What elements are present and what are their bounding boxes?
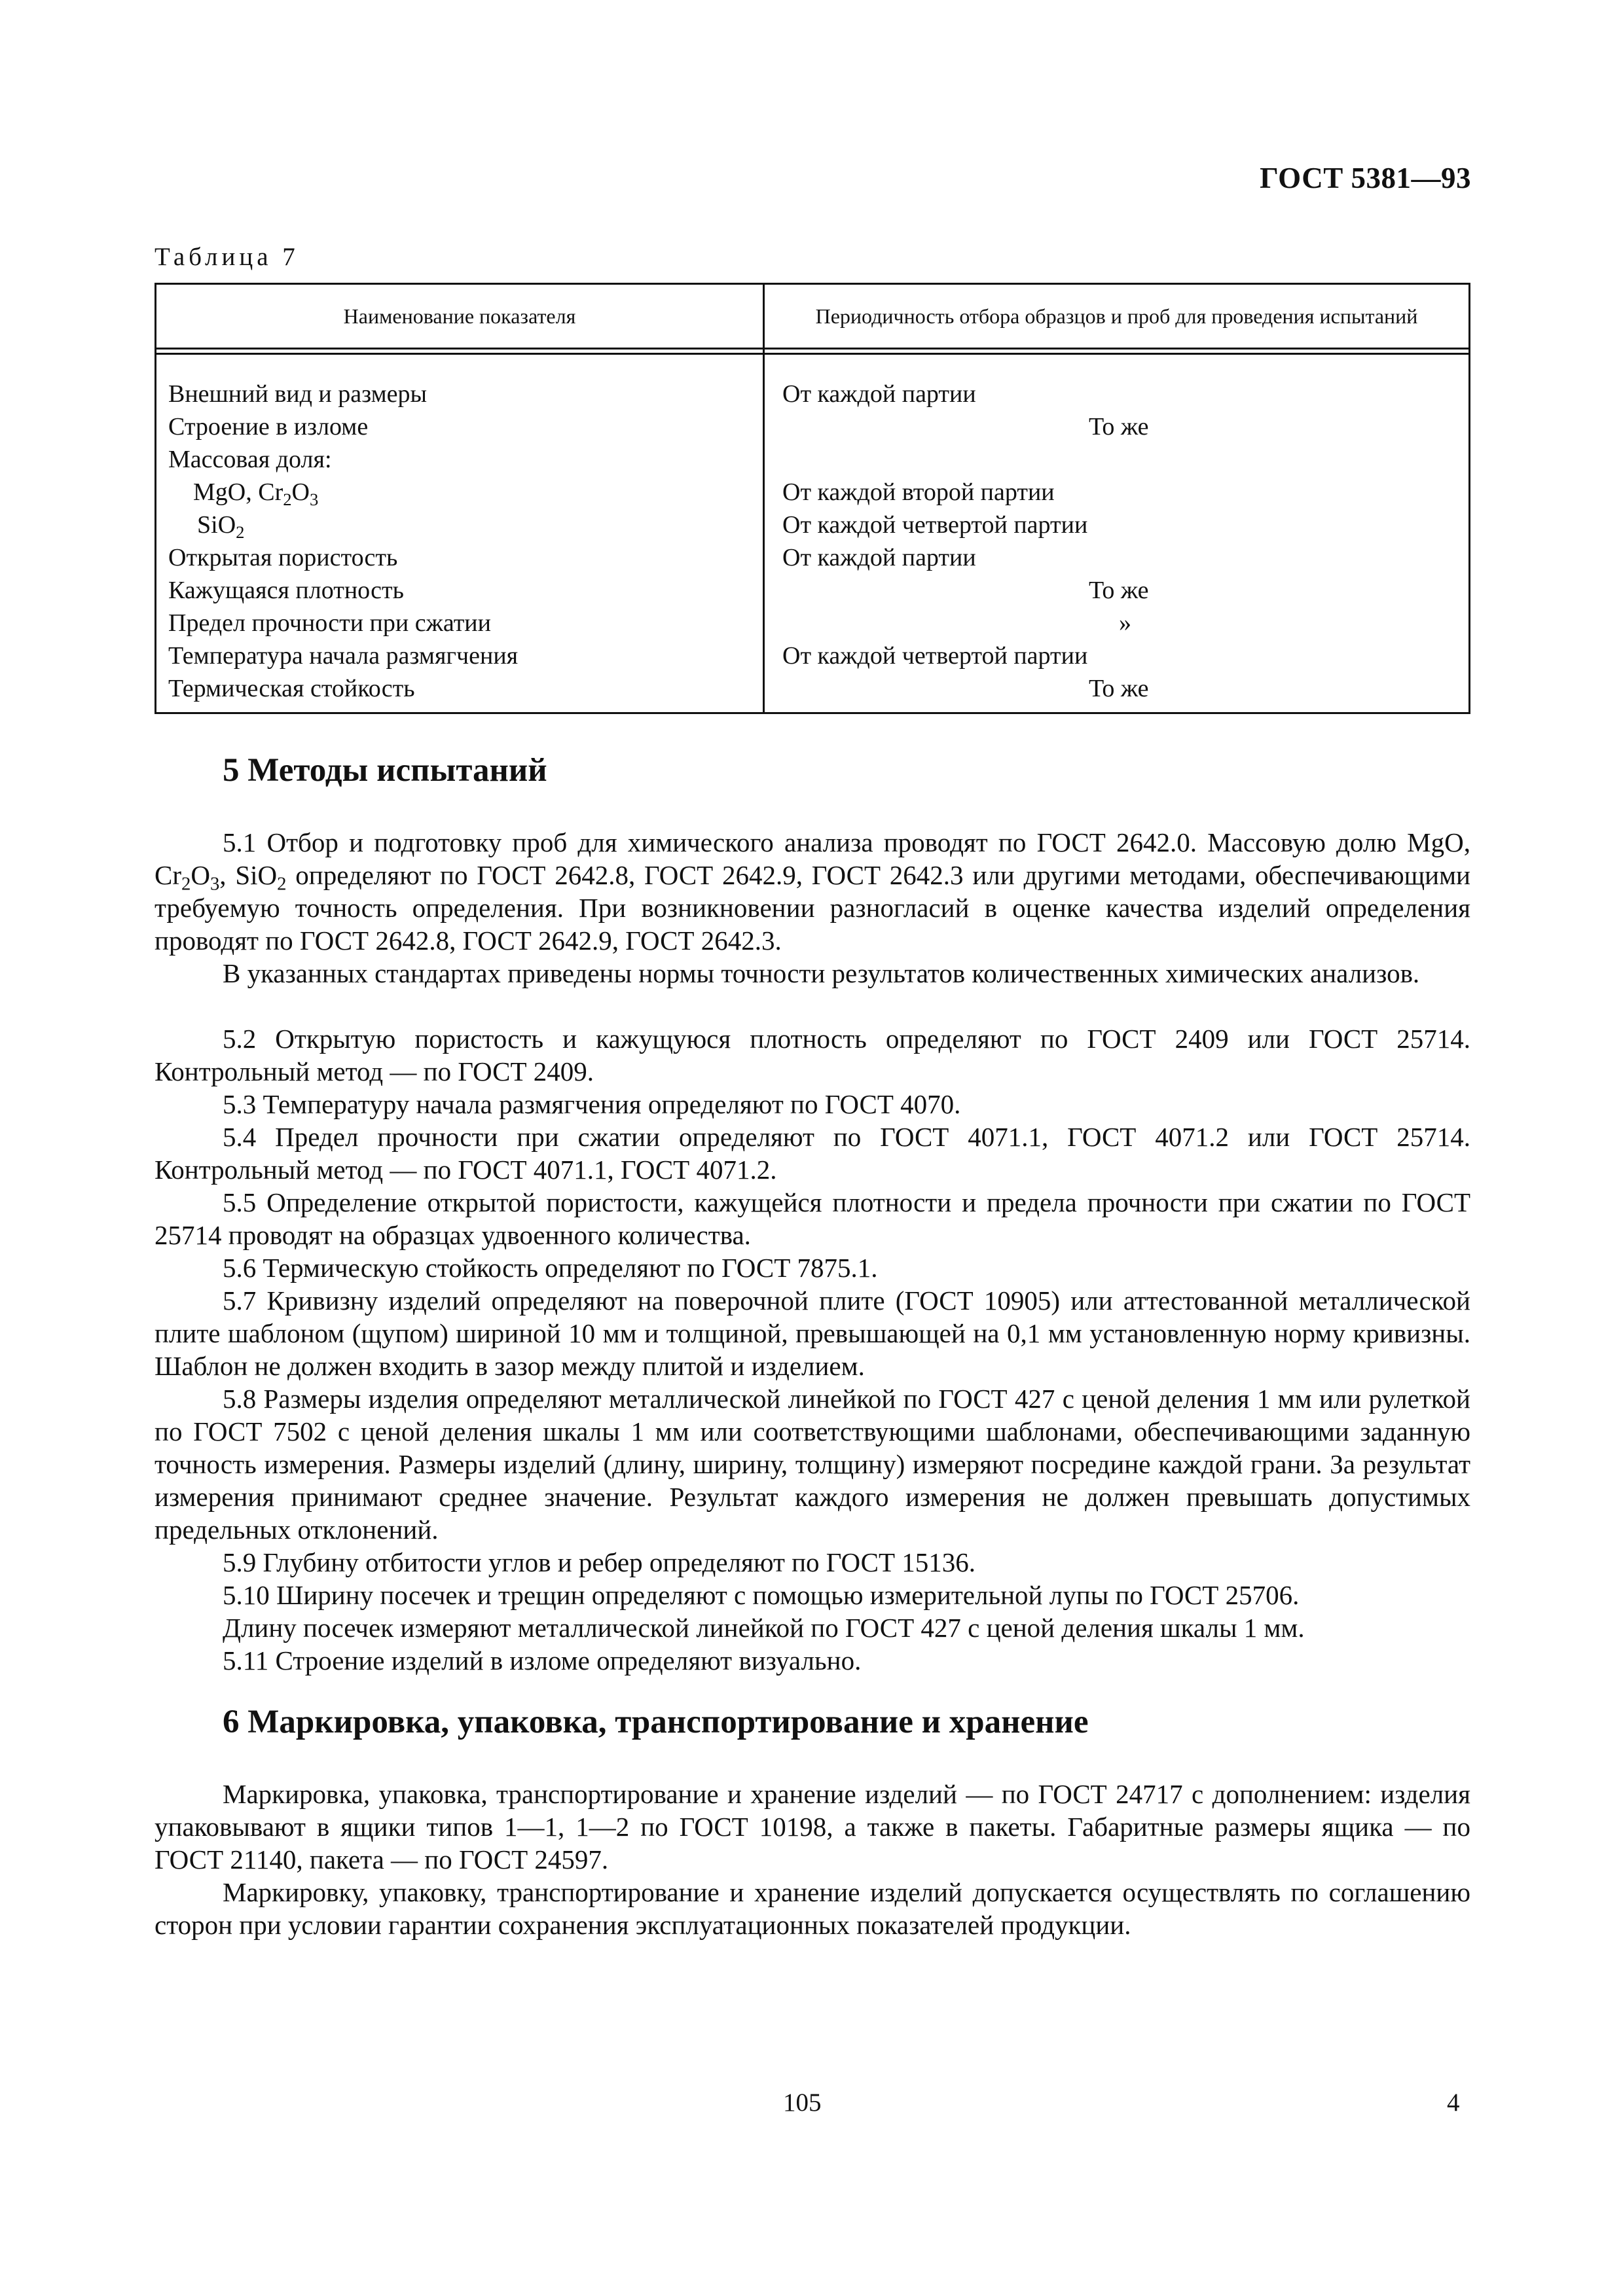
page-number: 105	[783, 2089, 822, 2117]
row-name: Внешний вид и размеры	[168, 380, 428, 408]
row-name: Массовая доля:	[168, 446, 332, 473]
paragraph-5-10: 5.10 Ширину посечек и трещин определяют с помощью измерительной лупы по ГОСТ 25706.	[223, 1580, 1300, 1610]
sheet-number: 4	[1447, 2089, 1460, 2117]
row-period: От каждой четвертой партии	[782, 511, 1088, 539]
row-period: »	[1119, 609, 1131, 637]
paragraph-6-1: Маркировка, упаковка, транспортирование и хранение изделий — по ГОСТ 24717 с дополнением: изделия упаковывают в ящики типов 1—1, 1—2 по ГОСТ 10198, а также в пакеты. Габаритные размеры ящика — по ГОСТ 21140, пакета — по ГОСТ 24597.	[155, 1779, 1470, 1874]
row-period: То же	[1089, 413, 1149, 440]
row-period: То же	[1089, 675, 1149, 702]
row-name-sio2: SiO$_2$	[197, 511, 245, 542]
paragraph-5-10-length: Длину посечек измеряют металлической линейкой по ГОСТ 427 с ценой деления шкалы 1 мм.	[223, 1613, 1305, 1643]
paragraph-5-8: 5.8 Размеры изделия определяют металлической линейкой по ГОСТ 427 с ценой деления 1 мм или рулеткой по ГОСТ 7502 с ценой деления шкалы 1 мм или соответствующими шаблонами, обеспечивающими заданную точность измерения. Размеры изделий (длину, ширину, толщину) измеряют посредине каждой грани. За результат измерения принимают среднее значение. Результат каждого измерения не должен превышать допустимых предельных отклонений.	[155, 1384, 1470, 1545]
row-period: От каждой второй партии	[782, 478, 1055, 506]
paragraph-5-6: 5.6 Термическую стойкость определяют по ГОСТ 7875.1.	[223, 1253, 878, 1283]
paragraph-5-2: 5.2 Открытую пористость и кажущуюся плотность определяют по ГОСТ 2409 или ГОСТ 25714. Контрольный метод — по ГОСТ 2409.	[155, 1024, 1470, 1086]
table-7	[155, 283, 1470, 714]
column-header-name: Наименование показателя	[343, 304, 576, 328]
section-6-heading: 6 Маркировка, упаковка, транспортирование и хранение	[223, 1704, 1089, 1740]
paragraph-5-4: 5.4 Предел прочности при сжатии определяют по ГОСТ 4071.1, ГОСТ 4071.2 или ГОСТ 25714. Контрольный метод — по ГОСТ 4071.1, ГОСТ 4071.2.	[155, 1122, 1470, 1185]
row-period: То же	[1089, 577, 1149, 604]
paragraph-5-5: 5.5 Определение открытой пористости, кажущейся плотности и предела прочности при сжатии по ГОСТ 25714 проводят на образцах удвоенного количества.	[155, 1187, 1470, 1250]
column-header-period: Периодичность отбора образцов и проб для проведения испытаний	[815, 304, 1418, 328]
row-name: Кажущаяся плотность	[168, 577, 404, 604]
row-name: Предел прочности при сжатии	[168, 609, 491, 637]
paragraph-5-7: 5.7 Кривизну изделий определяют на поверочной плите (ГОСТ 10905) или аттестованной металлической плите шаблоном (щупом) шириной 10 мм и толщиной, превышающей на 0,1 мм установленную норму кривизны. Шаблон не должен входить в зазор между плитой и изделием.	[155, 1285, 1470, 1381]
document-code: ГОСТ 5381—93	[1260, 162, 1471, 194]
paragraph-5-9: 5.9 Глубину отбитости углов и ребер определяют по ГОСТ 15136.	[223, 1547, 976, 1577]
row-name: Открытая пористость	[168, 544, 398, 571]
row-period: От каждой партии	[782, 544, 976, 571]
row-name: Температура начала размягчения	[168, 642, 519, 670]
paragraph-5-11: 5.11 Строение изделий в изломе определяют визуально.	[223, 1645, 862, 1676]
table-header-divider-second	[156, 353, 1468, 355]
paragraph-5-1-note: В указанных стандартах приведены нормы точности результатов количественных химических анализов.	[223, 958, 1420, 988]
row-name-mgo-cr2o3: MgO, $Cr_2O_3$	[193, 478, 319, 509]
table-header-divider	[156, 348, 1468, 350]
table-caption: Таблица 7	[155, 243, 299, 271]
row-period: От каждой партии	[782, 380, 976, 408]
row-period: От каждой четвертой партии	[782, 642, 1088, 670]
paragraph-5-1: 5.1 Отбор и подготовку проб для химического анализа проводят по ГОСТ 2642.0. Массовую долю MgO, $Cr_2O_3$, SiO$_2$ определяют по ГОСТ 2642.8, ГОСТ 2642.9, ГОСТ 2642.3 или другими методами, обеспечивающими требуемую точность определения. При возникновении разногласий в оценке качества изделий определения проводят по ГОСТ 2642.8, ГОСТ 2642.9, ГОСТ 2642.3.	[155, 827, 1470, 956]
row-name: Строение в изломе	[168, 413, 369, 440]
row-name: Термическая стойкость	[168, 675, 415, 702]
section-5-heading: 5 Методы испытаний	[223, 752, 547, 789]
paragraph-5-3: 5.3 Температуру начала размягчения определяют по ГОСТ 4070.	[223, 1089, 961, 1119]
paragraph-6-2: Маркировку, упаковку, транспортирование и хранение изделий допускается осуществлять по соглашению сторон при условии гарантии сохранения эксплуатационных показателей продукции.	[155, 1877, 1470, 1940]
